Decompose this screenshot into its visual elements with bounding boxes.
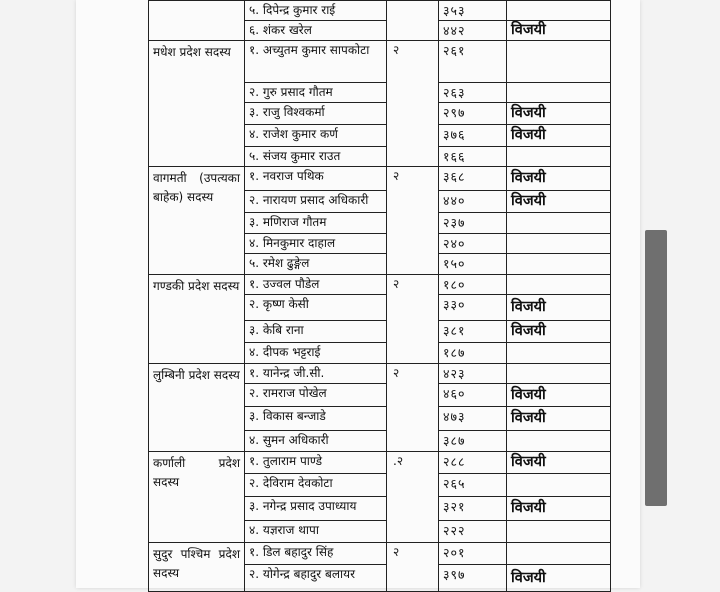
result-cell: विजयी [507,191,611,213]
candidate-name-cell: १. तुलाराम पाण्डे [245,452,387,474]
election-results-table [148,0,611,592]
post-name-cell: वागमती (उपत्यका बाहेक) सदस्य [149,167,245,275]
seat-count-cell: २ [387,167,439,275]
vote-count-cell: ३५३ [439,1,507,21]
result-cell [507,543,611,565]
candidate-name-cell: ३. राजु विश्वकर्मा [245,103,387,125]
vote-count-cell: ३७६ [439,125,507,147]
candidate-name-cell: १. उज्वल पौडेल [245,275,387,295]
vote-count-cell: २०१ [439,543,507,565]
table-row [149,364,611,384]
table-row [149,452,611,474]
candidate-name-cell: १. डिल बहादुर सिंह [245,543,387,565]
vote-count-cell: २६३ [439,83,507,103]
vote-count-cell: ३८७ [439,431,507,452]
result-cell [507,431,611,452]
vote-count-cell: २२२ [439,521,507,543]
seat-count-cell: २ [387,364,439,452]
result-cell: विजयी [507,452,611,474]
candidate-name-cell: ३. केबि राना [245,321,387,343]
vote-count-cell: १८० [439,275,507,295]
post-name-cell: कर्णाली प्रदेश सदस्य [149,452,245,543]
result-cell: विजयी [507,497,611,521]
result-cell [507,343,611,364]
candidate-name-cell: २. योगेन्द्र बहादुर बलायर [245,565,387,592]
post-name-cell [149,1,245,41]
seat-count-cell: २ [387,275,439,364]
result-cell [507,234,611,254]
vote-count-cell: १५० [439,254,507,275]
candidate-name-cell: ५. दिपेन्द्र कुमार राई [245,1,387,21]
result-cell [507,147,611,167]
result-cell: विजयी [507,21,611,41]
post-name-cell: गण्डकी प्रदेश सदस्य [149,275,245,364]
vote-count-cell: २६१ [439,41,507,83]
candidate-name-cell: ४. राजेश कुमार कर्ण [245,125,387,147]
result-cell [507,474,611,497]
candidate-name-cell: १. यानेन्द्र जी.सी. [245,364,387,384]
candidate-name-cell: ३. विकास बन्जाडे [245,407,387,431]
candidate-name-cell: ४. दीपक भट्टराई [245,343,387,364]
result-cell: विजयी [507,295,611,321]
candidate-name-cell: २. गुरु प्रसाद गौतम [245,83,387,103]
vote-count-cell: १६६ [439,147,507,167]
vote-count-cell: २९७ [439,103,507,125]
result-cell: विजयी [507,167,611,191]
candidate-name-cell: २. रामराज पोखेल [245,384,387,407]
vote-count-cell: ३८१ [439,321,507,343]
result-cell [507,213,611,234]
result-cell [507,41,611,83]
result-cell [507,83,611,103]
candidate-name-cell: ५. संजय कुमार राउत [245,147,387,167]
candidate-name-cell: ३. मणिराज गौतम [245,213,387,234]
post-name-cell: मधेश प्रदेश सदस्य [149,41,245,167]
scrollbar-thumb[interactable] [645,230,667,506]
vote-count-cell: २६५ [439,474,507,497]
table-row [149,1,611,21]
candidate-name-cell: ४. सुमन अधिकारी [245,431,387,452]
vote-count-cell: ४४० [439,191,507,213]
result-cell: विजयी [507,103,611,125]
candidate-name-cell: ४. मिनकुमार दाहाल [245,234,387,254]
seat-count-cell: .२ [387,452,439,543]
candidate-name-cell: ६. शंकर खरेल [245,21,387,41]
vote-count-cell: १८७ [439,343,507,364]
candidate-name-cell: १. नवराज पथिक [245,167,387,191]
result-cell: विजयी [507,565,611,592]
results-body [149,1,611,592]
vote-count-cell: ४४२ [439,21,507,41]
candidate-name-cell: २. नारायण प्रसाद अधिकारी [245,191,387,213]
result-cell [507,275,611,295]
vote-count-cell: ४२३ [439,364,507,384]
seat-count-cell: २ [387,41,439,167]
post-name-cell: सुदुर पश्चिम प्रदेश सदस्य [149,543,245,592]
candidate-name-cell: ५. रमेश ढुङ्गेल [245,254,387,275]
vote-count-cell: २४० [439,234,507,254]
vote-count-cell: २३७ [439,213,507,234]
seat-count-cell: २ [387,543,439,592]
table-row [149,167,611,191]
result-cell: विजयी [507,321,611,343]
result-cell [507,364,611,384]
candidate-name-cell: ४. यज्ञराज थापा [245,521,387,543]
candidate-name-cell: १. अच्युतम कुमार सापकोटा [245,41,387,83]
post-name-cell: लुम्बिनी प्रदेश सदस्य [149,364,245,452]
vote-count-cell: ३६८ [439,167,507,191]
result-cell [507,1,611,21]
result-cell: विजयी [507,407,611,431]
table-row [149,543,611,565]
candidate-name-cell: २. देविराम देवकोटा [245,474,387,497]
vote-count-cell: ४६० [439,384,507,407]
table-row [149,275,611,295]
vote-count-cell: २८८ [439,452,507,474]
vote-count-cell: ३२१ [439,497,507,521]
vote-count-cell: ३३० [439,295,507,321]
vote-count-cell: ३९७ [439,565,507,592]
result-cell: विजयी [507,384,611,407]
vote-count-cell: ४७३ [439,407,507,431]
table-row [149,41,611,83]
seat-count-cell [387,1,439,41]
candidate-name-cell: २. कृष्ण केसी [245,295,387,321]
candidate-name-cell: ३. नगेन्द्र प्रसाद उपाध्याय [245,497,387,521]
result-cell [507,254,611,275]
result-cell [507,521,611,543]
result-cell: विजयी [507,125,611,147]
